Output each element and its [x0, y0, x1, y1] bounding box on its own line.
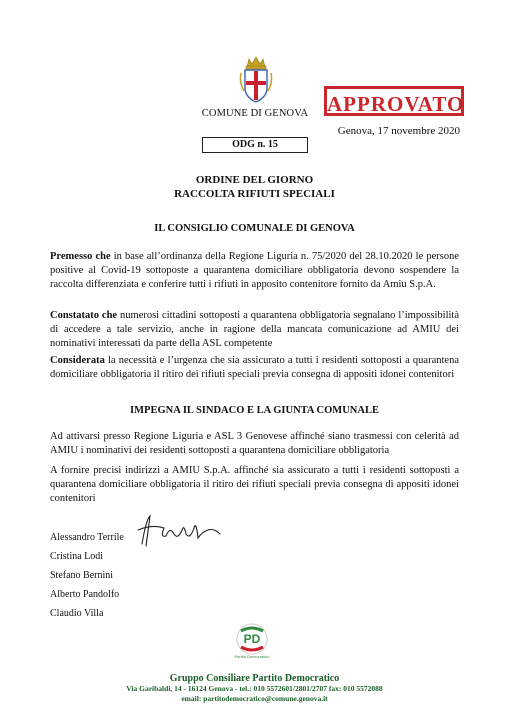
- handwritten-signature: [130, 510, 230, 550]
- approved-stamp: APPROVATO: [324, 86, 464, 116]
- comune-name: COMUNE DI GENOVA: [201, 108, 309, 119]
- odg-number: ODG n. 15: [202, 137, 308, 153]
- paragraph-lead: Premesso che: [50, 251, 111, 262]
- paragraph-considerata: [50, 354, 459, 382]
- paragraph-lead: Considerata: [50, 355, 105, 366]
- signer-name: Alberto Pandolfo: [50, 589, 120, 600]
- paragraph-text: A fornire precisi indirizzi a AMIU S.p.A. affinché sia assicurato a tutti i residenti sottoposti a quarantena domiciliare obbligatoria il ritiro dei rifiuti speciali previa consegna di appositi idonei contenitori: [50, 465, 459, 505]
- signer-name: Stefano Bernini: [50, 570, 114, 581]
- signers-list: [50, 528, 124, 623]
- footer: [50, 673, 459, 704]
- paragraph-text: la necessità e l’urgenza che sia assicurato a tutti i residenti sottoposti a quarantena domiciliare obbligatoria il ritiro dei rifiuti speciali previa consegna di appositi idonei contenitori: [50, 355, 459, 381]
- paragraph-premesso: [50, 250, 459, 292]
- genova-crest-icon: [238, 55, 274, 105]
- document-title: [50, 173, 459, 201]
- paragraph-text: in base all’ordinanza della Regione Liguria n. 75/2020 del 28.10.2020 le persone positive al Covid-19 sottoposte a quarantena domiciliare obbligatoria devono sospendere la raccolta differenziata e conferire tutti i rifiuti in apposito contenitore fornito da Amiu S.p.A.: [50, 251, 459, 291]
- paragraph-text: numerosi cittadini sottoposti a quarantena obbligatoria segnalano l’impossibilità di accedere a tale servizio, anche in ragione della mancata comunicazione ad AMIU dei nominativi interessati da parte della ASL competente: [50, 310, 459, 350]
- paragraph-lead: Constatato che: [50, 310, 118, 321]
- document-date: Genova, 17 novembre 2020: [337, 125, 460, 137]
- signer-name: Claudio Villa: [50, 608, 104, 619]
- paragraph-fornire: [50, 464, 459, 506]
- footer-group: Gruppo Consiliare Partito Democratico: [169, 673, 340, 684]
- paragraph-attivarsi: [50, 430, 459, 458]
- footer-address: Via Garibaldi, 14 - 16124 Genova - tel.: 010 5572601/2801/2707 fax: 010 5572088: [126, 684, 383, 693]
- title-line-2: RACCOLTA RIFIUTI SPECIALI: [174, 188, 335, 200]
- pd-logo-icon: [232, 622, 272, 660]
- council-heading: IL CONSIGLIO COMUNALE DI GENOVA: [154, 223, 355, 234]
- footer-email[interactable]: email: partitodemocratico@comune.genova.it: [181, 694, 328, 703]
- paragraph-text: Ad attivarsi presso Regione Liguria e ASL 3 Genovese affinché siano trasmessi con celerità ad AMIU i nominativi dei residenti sottoposti a quarantena domiciliare obbligatoria: [50, 431, 459, 457]
- pd-logo-text: PD: [243, 632, 261, 646]
- pd-logo-subtext: Partito Democratico: [234, 654, 270, 659]
- impegna-heading: IMPEGNA IL SINDACO E LA GIUNTA COMUNALE: [130, 405, 379, 416]
- signer-name: Alessandro Terrile: [50, 532, 124, 543]
- signer-name: Cristina Lodi: [50, 551, 104, 562]
- paragraph-constatato: [50, 309, 459, 351]
- title-line-1: ORDINE DEL GIORNO: [195, 174, 314, 186]
